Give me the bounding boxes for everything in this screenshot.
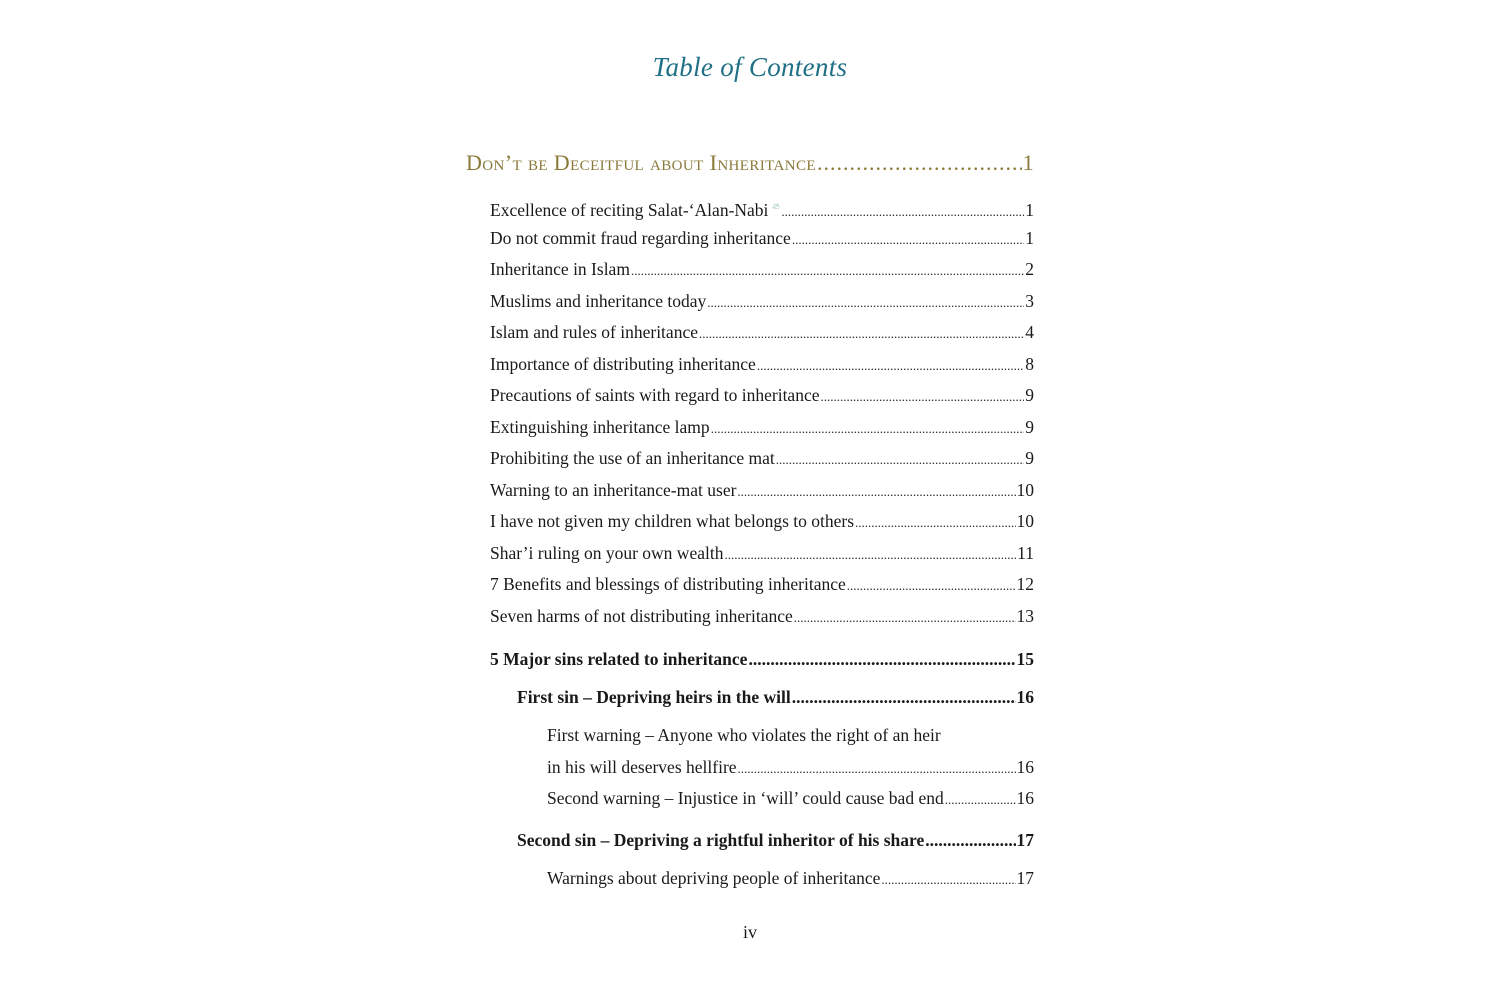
leader-dots <box>631 263 1024 279</box>
leader-dots <box>881 872 1015 888</box>
chapter-title: Don’t be Deceitful about Inheritance <box>466 150 816 175</box>
subentry-title: in his will deserves hellfire <box>547 756 737 777</box>
toc-entry[interactable] <box>490 354 1034 386</box>
entry-title: Shar’i ruling on your own wealth <box>490 542 724 563</box>
leader-dots <box>724 547 1016 563</box>
leader-dots <box>945 792 1016 808</box>
leader-dots <box>699 326 1024 342</box>
toc-entry[interactable] <box>490 606 1034 638</box>
entry-page: 1 <box>1025 227 1034 248</box>
toc-chapter[interactable] <box>466 150 1034 196</box>
pbuh-calligraphy-icon <box>772 196 780 216</box>
entry-title: Importance of distributing inheritance <box>490 353 756 374</box>
toc-subentry[interactable] <box>547 757 1034 789</box>
leader-dots <box>748 649 1015 670</box>
entry-page: 13 <box>1016 605 1034 626</box>
toc-entry[interactable] <box>490 228 1034 260</box>
entry-page: 12 <box>1016 574 1034 594</box>
section-page: 15 <box>1016 649 1034 669</box>
entry-page: 9 <box>1025 448 1034 468</box>
entry-title: Muslims and inheritance today <box>490 290 707 311</box>
entry-page: 10 <box>1016 511 1034 531</box>
toc-subentry[interactable] <box>547 868 1034 900</box>
entry-page: 8 <box>1025 353 1034 374</box>
subsection-page: 17 <box>1016 829 1034 850</box>
toc-entry[interactable] <box>490 385 1034 417</box>
toc-entry[interactable] <box>490 480 1034 512</box>
toc-entry[interactable] <box>490 259 1034 291</box>
toc-subsection[interactable] <box>517 830 1034 868</box>
subentry-page: 16 <box>1016 756 1034 777</box>
subentry-page: 17 <box>1016 867 1034 888</box>
leader-dots <box>707 295 1024 311</box>
toc-entry[interactable] <box>490 417 1034 449</box>
toc-subentry[interactable] <box>547 788 1034 820</box>
entry-page: 9 <box>1025 416 1034 437</box>
entry-title: Extinguishing inheritance lamp <box>490 416 710 437</box>
entry-title: Excellence of reciting Salat-‘Alan-Nabi <box>490 200 769 220</box>
entry-page: 4 <box>1025 322 1034 342</box>
toc-subsection[interactable] <box>517 687 1034 725</box>
entry-title: I have not given my children what belongs to others <box>490 511 855 531</box>
entry-title: Warning to an inheritance-mat user <box>490 479 737 500</box>
leader-dots <box>792 687 1016 708</box>
subsection-page: 16 <box>1016 687 1034 707</box>
entry-page: 1 <box>1025 200 1034 220</box>
entry-title: Seven harms of not distributing inheritance <box>490 605 793 626</box>
page-number: iv <box>742 922 757 942</box>
toc-entry[interactable] <box>490 574 1034 606</box>
table-of-contents <box>466 150 1034 899</box>
section-title: 5 Major sins related to inheritance <box>490 649 748 669</box>
toc-entry[interactable] <box>490 543 1034 575</box>
subentry-page: 16 <box>1016 788 1034 808</box>
leader-dots <box>855 515 1015 531</box>
subsection-title: Second sin – Depriving a rightful inheritor of his share <box>517 829 925 850</box>
toc-entry[interactable] <box>490 291 1034 323</box>
toc-entry[interactable] <box>490 448 1034 480</box>
entry-title: Inheritance in Islam <box>490 259 630 279</box>
toc-entry[interactable] <box>490 322 1034 354</box>
leader-dots <box>847 578 1016 594</box>
entry-title: 7 Benefits and blessings of distributing inheritance <box>490 574 846 594</box>
entry-page: 9 <box>1025 385 1034 405</box>
toc-entry[interactable] <box>490 511 1034 543</box>
leader-dots <box>738 761 1016 777</box>
entry-title: Islam and rules of inheritance <box>490 322 698 342</box>
leader-dots <box>781 204 1024 220</box>
leader-dots <box>757 358 1024 374</box>
entry-title: Do not commit fraud regarding inheritance <box>490 227 791 248</box>
leader-dots <box>820 389 1024 405</box>
toc-section[interactable] <box>490 649 1034 687</box>
leader-dots <box>817 150 1022 176</box>
leader-dots <box>776 452 1024 468</box>
subsection-title: First sin – Depriving heirs in the will <box>517 687 791 707</box>
leader-dots <box>925 830 1015 851</box>
entry-page: 10 <box>1016 479 1034 500</box>
entry-page: 3 <box>1025 290 1034 311</box>
chapter-page: 1 <box>1022 150 1034 175</box>
leader-dots <box>794 610 1016 626</box>
leader-dots <box>711 421 1025 437</box>
leader-dots <box>737 484 1015 500</box>
entry-page: 11 <box>1017 542 1034 563</box>
subentry-title: Warnings about depriving people of inheritance <box>547 867 881 888</box>
subentry-title: Second warning – Injustice in ‘will’ could cause bad end <box>547 788 944 808</box>
leader-dots <box>792 232 1024 248</box>
page-title: Table of Contents <box>652 52 848 82</box>
entry-title: Precautions of saints with regard to inheritance <box>490 385 820 405</box>
entry-page: 2 <box>1025 259 1034 279</box>
toc-entry[interactable] <box>490 196 1034 228</box>
entry-title: Prohibiting the use of an inheritance mat <box>490 448 775 468</box>
toc-subentry-line[interactable]: First warning – Anyone who violates the right of an heir <box>547 725 941 745</box>
